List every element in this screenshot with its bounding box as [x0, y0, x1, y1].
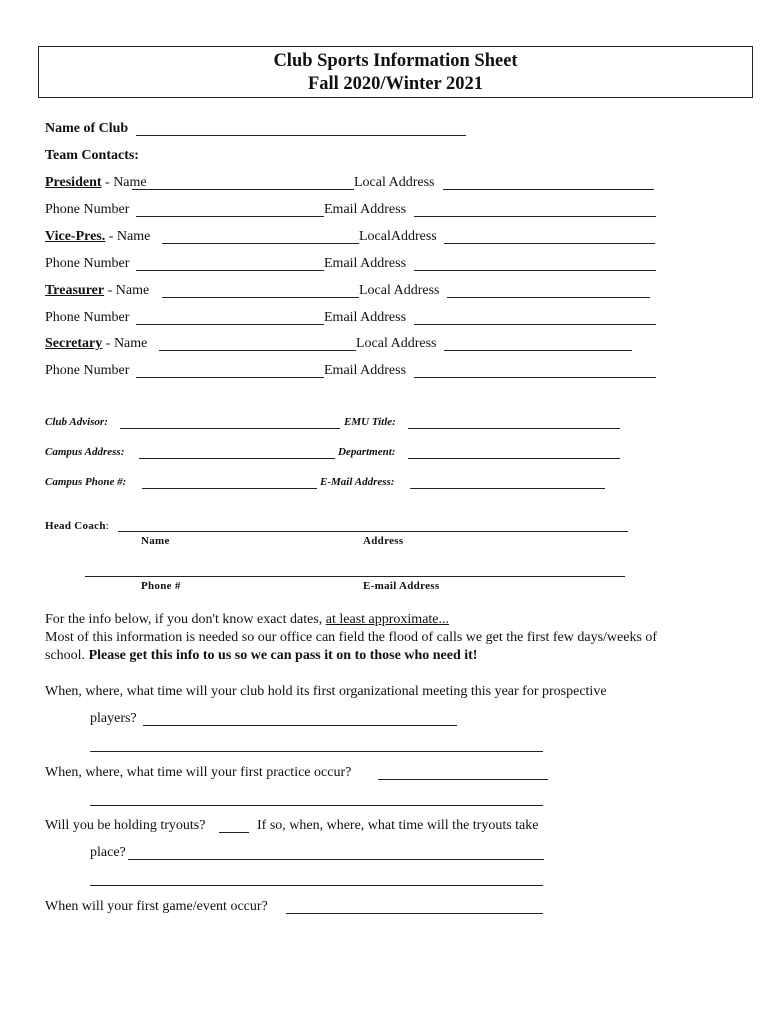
name-of-club-label: Name of Club: [45, 121, 129, 136]
emu-title-label: EMU Title:: [344, 416, 396, 428]
secretary-address-field[interactable]: [444, 350, 632, 351]
secretary-address-label: Local Address: [356, 336, 437, 351]
president-email-field[interactable]: [414, 216, 656, 217]
question-tryouts: Will you be holding tryouts?: [45, 818, 206, 833]
secretary-role: Secretary: [45, 336, 103, 351]
vice-pres-name-label: Name: [116, 229, 151, 244]
club-advisor-label: Club Advisor:: [45, 416, 108, 428]
head-coach-label: Head Coach:: [45, 520, 110, 532]
vice-pres-name-field[interactable]: [162, 243, 359, 244]
president-row: President - Name: [45, 175, 147, 190]
vice-pres-address-label: LocalAddress: [359, 229, 437, 244]
name-of-club-field[interactable]: [136, 135, 466, 136]
president-name-field[interactable]: [132, 189, 354, 190]
campus-phone-label: Campus Phone #:: [45, 476, 127, 488]
first-game-answer[interactable]: [286, 913, 543, 914]
info-line-2: Most of this information is needed so our office can field the flood of calls we get the first few days/weeks of: [45, 630, 658, 645]
president-address-label: Local Address: [354, 175, 435, 190]
secretary-phone-label: Phone Number: [45, 363, 130, 378]
head-coach-phone-email-field[interactable]: [85, 576, 625, 577]
secretary-email-field[interactable]: [414, 377, 656, 378]
campus-address-field[interactable]: [139, 458, 335, 459]
president-phone-label: Phone Number: [45, 202, 130, 217]
first-practice-answer-1[interactable]: [378, 779, 548, 780]
question-first-game: When will your first game/event occur?: [45, 899, 268, 914]
campus-phone-field[interactable]: [142, 488, 317, 489]
vice-pres-row: Vice-Pres. - Name: [45, 229, 151, 244]
question-first-meeting: When, where, what time will your club hold its first organizational meeting this year for prospective: [45, 684, 607, 699]
emu-title-field[interactable]: [408, 428, 620, 429]
vice-pres-phone-field[interactable]: [136, 270, 324, 271]
first-meeting-answer-2[interactable]: [90, 751, 543, 752]
secretary-name-field[interactable]: [159, 350, 356, 351]
first-meeting-answer-1[interactable]: [143, 725, 457, 726]
vice-pres-role: Vice-Pres.: [45, 229, 106, 244]
treasurer-email-field[interactable]: [414, 324, 656, 325]
treasurer-name-label: Name: [115, 283, 150, 298]
treasurer-email-label: Email Address: [324, 310, 407, 325]
advisor-email-label: E-Mail Address:: [320, 476, 395, 488]
vice-pres-email-field[interactable]: [414, 270, 656, 271]
president-phone-field[interactable]: [136, 216, 324, 217]
question-tryouts-cont: place?: [90, 845, 126, 860]
approximate-note: at least approximate...: [325, 612, 450, 627]
treasurer-address-label: Local Address: [359, 283, 440, 298]
treasurer-name-field[interactable]: [162, 297, 359, 298]
sheet-term: Fall 2020/Winter 2021: [307, 74, 484, 94]
info-emphasis: Please get this info to us so we can pass it on to those who need it!: [88, 648, 478, 663]
department-label: Department:: [338, 446, 396, 458]
head-coach-name-address-field[interactable]: [118, 531, 628, 532]
first-practice-answer-2[interactable]: [90, 805, 543, 806]
president-role: President: [45, 175, 102, 190]
treasurer-role: Treasurer: [45, 283, 105, 298]
coach-address-caption: Address: [363, 535, 404, 547]
secretary-email-label: Email Address: [324, 363, 407, 378]
title-box: [38, 46, 753, 98]
treasurer-phone-field[interactable]: [136, 324, 324, 325]
campus-address-label: Campus Address:: [45, 446, 125, 458]
vice-pres-email-label: Email Address: [324, 256, 407, 271]
club-advisor-field[interactable]: [120, 428, 340, 429]
coach-name-caption: Name: [141, 535, 170, 547]
info-line-3: school. Please get this info to us so we can pass it on to those who need it!: [45, 648, 478, 663]
secretary-name-label: Name: [113, 336, 148, 351]
question-tryouts-details: If so, when, where, what time will the tryouts take: [257, 818, 539, 833]
president-name-label: Name: [113, 175, 147, 190]
team-contacts-label: Team Contacts:: [45, 148, 139, 163]
tryouts-answer-2[interactable]: [90, 885, 543, 886]
treasurer-row: Treasurer - Name: [45, 283, 150, 298]
info-line-1: For the info below, if you don't know exact dates, at least approximate...: [45, 612, 450, 627]
treasurer-phone-label: Phone Number: [45, 310, 130, 325]
coach-email-caption: E-mail Address: [363, 580, 440, 592]
president-address-field[interactable]: [443, 189, 654, 190]
vice-pres-phone-label: Phone Number: [45, 256, 130, 271]
secretary-row: Secretary - Name: [45, 336, 148, 351]
sheet-title: Club Sports Information Sheet: [273, 51, 518, 71]
advisor-email-field[interactable]: [410, 488, 605, 489]
department-field[interactable]: [408, 458, 620, 459]
tryouts-yes-no-field[interactable]: [219, 832, 249, 833]
treasurer-address-field[interactable]: [447, 297, 650, 298]
tryouts-answer-1[interactable]: [128, 859, 544, 860]
president-email-label: Email Address: [324, 202, 407, 217]
vice-pres-address-field[interactable]: [444, 243, 655, 244]
coach-phone-caption: Phone #: [141, 580, 181, 592]
question-first-practice: When, where, what time will your first practice occur?: [45, 765, 352, 780]
question-first-meeting-cont: players?: [90, 711, 137, 726]
secretary-phone-field[interactable]: [136, 377, 324, 378]
